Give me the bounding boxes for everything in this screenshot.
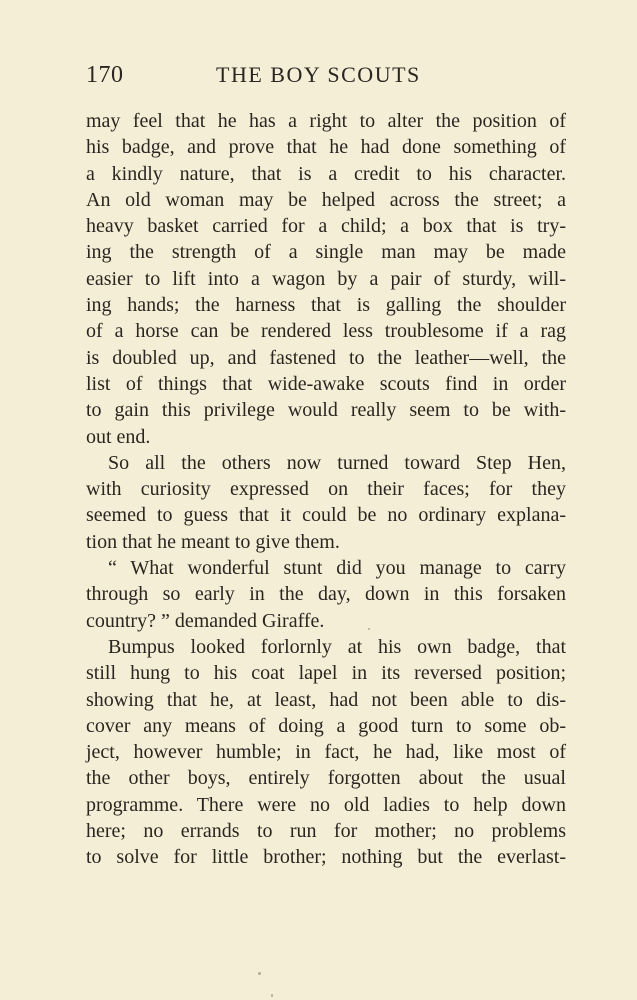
text-line: cover any means of doing a good turn to some ob- (86, 714, 566, 737)
running-title: THE BOY SCOUTS (216, 62, 421, 87)
text-line: through so early in the day, down in this forsaken (86, 583, 566, 606)
text-line: still hung to his coat lapel in its reversed position; (86, 662, 566, 685)
text-line: out end. (86, 425, 151, 448)
text-line: here; no errands to run for mother; no problems (86, 820, 566, 843)
text-line: heavy basket carried for a child; a box that is try- (86, 215, 566, 238)
text-line: list of things that wide-awake scouts find in order (86, 372, 566, 395)
text-line: his badge, and prove that he had done something of (86, 136, 566, 159)
text-line: seemed to guess that it could be no ordinary explana- (86, 504, 566, 527)
text-line: to solve for little brother; nothing but the everlast- (86, 846, 566, 869)
text-line: “ What wonderful stunt did you manage to carry (108, 557, 566, 580)
body-text (86, 108, 566, 871)
paper-speck (271, 994, 273, 997)
text-line: the other boys, entirely forgotten about the usual (86, 767, 566, 790)
text-line: is doubled up, and fastened to the leather—well, the (86, 346, 566, 369)
text-line: ing hands; the harness that is galling the shoulder (86, 294, 566, 317)
text-line: Bumpus looked forlornly at his own badge, that (108, 635, 566, 658)
text-line: programme. There were no old ladies to help down (86, 793, 566, 816)
paper-speck (368, 628, 370, 630)
text-line: to gain this privilege would really seem to be with- (86, 399, 566, 422)
paper-speck (258, 972, 261, 975)
running-head (86, 62, 568, 94)
text-line: ject, however humble; in fact, he had, like most of (86, 741, 566, 764)
text-line: a kindly nature, that is a credit to his character. (86, 162, 566, 185)
text-line: showing that he, at least, had not been able to dis- (86, 688, 566, 711)
text-line: of a horse can be rendered less troublesome if a rag (86, 320, 566, 343)
text-line: An old woman may be helped across the street; a (86, 188, 566, 211)
text-line: with curiosity expressed on their faces; for they (86, 478, 566, 501)
page-number: 170 (86, 62, 124, 88)
text-line: So all the others now turned toward Step Hen, (108, 451, 566, 474)
text-line: easier to lift into a wagon by a pair of sturdy, will- (86, 267, 566, 290)
text-line: may feel that he has a right to alter the position of (86, 110, 566, 132)
text-line: country? ” demanded Giraffe. (86, 609, 325, 632)
text-line: tion that he meant to give them. (86, 530, 340, 553)
text-line: ing the strength of a single man may be made (86, 241, 566, 264)
